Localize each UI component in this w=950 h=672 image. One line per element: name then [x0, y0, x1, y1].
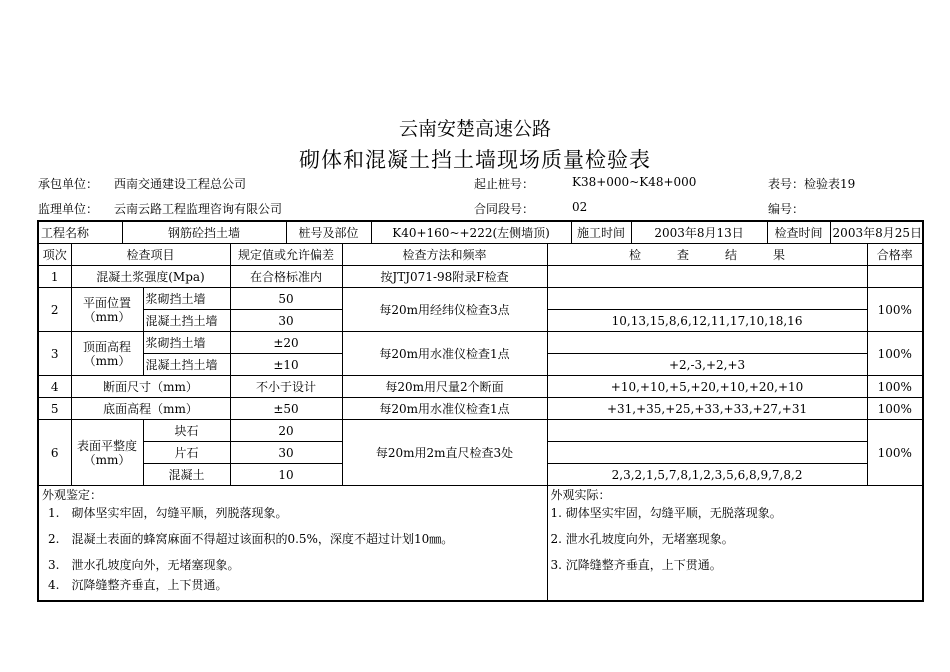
row-method: 每20m用经纬仪检查3点 [342, 288, 547, 332]
row-result [547, 332, 867, 354]
stake-value: K38+000~K48+000 [572, 175, 697, 189]
supervisor-value: 云南云路工程监理咨询有限公司 [114, 202, 283, 216]
row-no: 6 [38, 420, 71, 486]
row-item [71, 288, 143, 332]
header-rate: 合格率 [867, 244, 923, 266]
row-item-label: 顶面高程 [83, 339, 132, 354]
build-time-label: 施工时间 [571, 221, 631, 244]
contractor-label: 承包单位： [38, 177, 99, 191]
appearance-standard-item: 3. 泄水孔坡度向外，无堵塞现象。 [48, 558, 240, 572]
row-item: 断面尺寸（mm） [71, 376, 230, 398]
sub-item: 混凝土 [143, 464, 230, 486]
row-spec: 30 [230, 442, 342, 464]
row-spec: 不小于设计 [230, 376, 342, 398]
form-subtitle: 砌体和混凝土挡土墙现场质量检验表 [299, 148, 651, 172]
row-item [71, 420, 143, 486]
table-row [38, 288, 923, 310]
row-item-unit: （mm） [83, 309, 131, 324]
appearance-actual [547, 486, 923, 602]
sub-item: 浆砌挡土墙 [143, 332, 230, 354]
appearance-actual-item: 1. 砌体坚实牢固，勾缝平顺，无脱落现象。 [550, 506, 782, 520]
row-result [547, 266, 867, 288]
row-method: 每20m用水准仪检查1点 [342, 332, 547, 376]
form-title: 云南安楚高速公路 [398, 118, 551, 140]
appearance-standard-item: 4. 沉降缝整齐垂直，上下贯通。 [48, 578, 228, 592]
row-result: 2,3,2,1,5,7,8,1,2,3,5,6,8,9,7,8,2 [547, 464, 867, 486]
row-method: 每20m用水准仪检查1点 [342, 398, 547, 420]
contractor-value: 西南交通建设工程总公司 [114, 177, 247, 191]
table-row [38, 420, 923, 442]
contract-value: 02 [572, 200, 588, 214]
row-item: 混凝土浆强度(Mpa) [71, 266, 230, 288]
sub-item: 块石 [143, 420, 230, 442]
row-result: +31,+35,+25,+33,+33,+27,+31 [547, 398, 867, 420]
row-spec: 20 [230, 420, 342, 442]
row-spec: ±20 [230, 332, 342, 354]
row-rate: 100% [867, 420, 923, 486]
row-item-label: 表面平整度 [77, 438, 138, 453]
position-value: K40+160~+222(左侧墙顶) [371, 221, 571, 244]
appearance-standard [38, 486, 547, 602]
supervisor-label: 监理单位： [38, 202, 99, 216]
row-spec: ±50 [230, 398, 342, 420]
check-date: 2003年8月25日 [830, 221, 923, 244]
row-rate [867, 266, 923, 288]
row-spec: 50 [230, 288, 342, 310]
row-no: 4 [38, 376, 71, 398]
row-result [547, 442, 867, 464]
appearance-actual-title: 外观实际： [550, 488, 611, 502]
row-result [547, 420, 867, 442]
appearance-standard-item: 2. 混凝土表面的蜂窝麻面不得超过该面积的0.5%，深度不超过计划10㎜。 [48, 532, 454, 546]
row-no: 3 [38, 332, 71, 376]
sub-item: 混凝土挡土墙 [143, 354, 230, 376]
row-no: 5 [38, 398, 71, 420]
inspection-table [37, 220, 924, 602]
row-result: +10,+10,+5,+20,+10,+20,+10 [547, 376, 867, 398]
build-date: 2003年8月13日 [631, 221, 767, 244]
serial-label: 编号： [768, 202, 805, 216]
table-row [38, 376, 923, 398]
row-spec: ±10 [230, 354, 342, 376]
project-name: 钢筋砼挡土墙 [122, 221, 286, 244]
project-name-label: 工程名称 [38, 221, 122, 244]
header-no: 项次 [38, 244, 71, 266]
row-item [71, 332, 143, 376]
row-method: 每20m用尺量2个断面 [342, 376, 547, 398]
sub-item: 浆砌挡土墙 [143, 288, 230, 310]
stake-label: 起止桩号： [474, 177, 535, 191]
appearance-standard-title: 外观鉴定： [42, 488, 103, 502]
project-row [38, 221, 923, 244]
row-spec: 30 [230, 310, 342, 332]
row-rate: 100% [867, 332, 923, 376]
row-spec: 10 [230, 464, 342, 486]
appearance-standard-item: 1. 砌体坚实牢固，勾缝平顺，列脱落现象。 [48, 506, 288, 520]
row-result: +2,-3,+2,+3 [547, 354, 867, 376]
appearance-row [38, 486, 923, 602]
row-rate: 100% [867, 376, 923, 398]
sub-item: 混凝土挡土墙 [143, 310, 230, 332]
row-no: 2 [38, 288, 71, 332]
row-item-unit: （mm） [83, 353, 131, 368]
header-spec: 规定值或允许偏差 [230, 244, 342, 266]
row-item-unit: （mm） [83, 452, 131, 467]
header-result: 检 查 结 果 [547, 244, 867, 266]
row-rate: 100% [867, 288, 923, 332]
table-row [38, 398, 923, 420]
position-label: 桩号及部位 [286, 221, 371, 244]
row-no: 1 [38, 266, 71, 288]
header-item: 检查项目 [71, 244, 230, 266]
contract-label: 合同段号： [474, 202, 535, 216]
form-number: 表号：检验表19 [768, 177, 856, 191]
header-method: 检查方法和频率 [342, 244, 547, 266]
row-spec: 在合格标准内 [230, 266, 342, 288]
table-row [38, 266, 923, 288]
sub-item: 片石 [143, 442, 230, 464]
appearance-actual-item: 3. 沉降缝整齐垂直，上下贯通。 [550, 558, 722, 572]
row-rate: 100% [867, 398, 923, 420]
appearance-actual-item: 2. 泄水孔坡度向外，无堵塞现象。 [550, 532, 734, 546]
row-item: 底面高程（mm） [71, 398, 230, 420]
row-result: 10,13,15,8,6,12,11,17,10,18,16 [547, 310, 867, 332]
row-method: 每20m用2m直尺检查3处 [342, 420, 547, 486]
table-row [38, 332, 923, 354]
check-time-label: 检查时间 [767, 221, 830, 244]
row-item-label: 平面位置 [83, 295, 132, 310]
header-row [38, 244, 923, 266]
row-method: 按JTJ071-98附录F检查 [342, 266, 547, 288]
row-result [547, 288, 867, 310]
